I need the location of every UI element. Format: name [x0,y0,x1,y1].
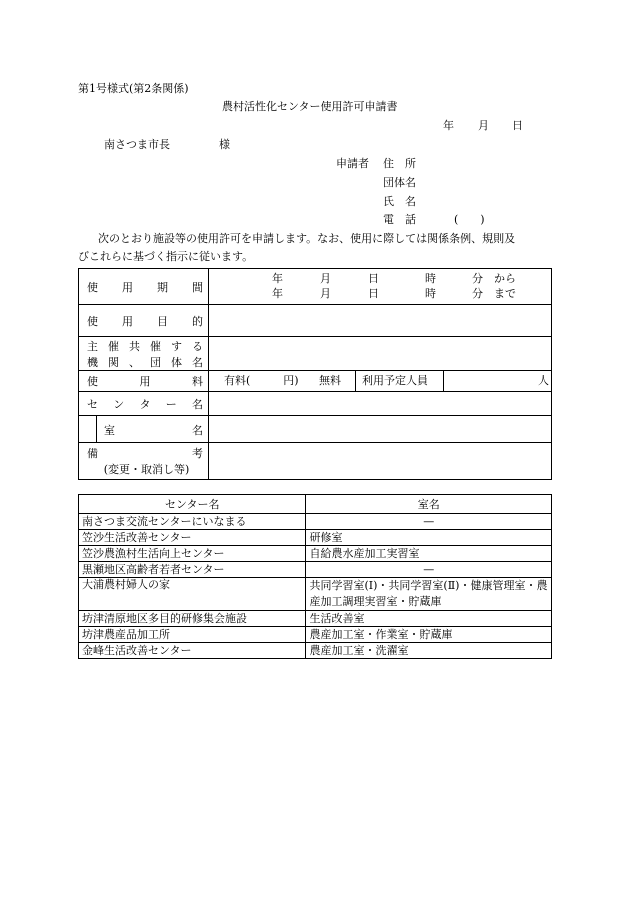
applicant-label: 申請者 [336,157,369,170]
page-title: 農村活性化センター使用許可申請書 [222,100,398,113]
period-field[interactable]: 年 月 日 時 分 から 年 月 日 時 分 まで [209,269,552,305]
facility-room: 共同学習室(Ⅰ)・共同学習室(Ⅱ)・健康管理室・農産加工調理実習室・貯蔵庫 [306,578,552,611]
facility-center: 笠沙農漁村生活向上センター [79,546,306,562]
facility-center: 金峰生活改善センター [79,643,306,659]
applicant-phone-paren: ( ) [454,213,485,226]
facility-center: 南さつま交流センターにいなまる [79,514,306,530]
center-name-label: セ ン タ ー 名 [79,392,209,416]
remarks-field[interactable] [209,443,552,480]
facility-header-center: センター名 [79,495,306,514]
facility-center: 黒瀬地区高齢者若者センター [79,562,306,578]
host-org-label: 主 催 共 催 す る 機 関 、 団 体 名 [79,337,209,371]
facility-room: 研修室 [306,530,552,546]
purpose-field[interactable] [209,305,552,337]
application-form-table [78,268,552,480]
applicant-phone-label: 電 話 [383,213,416,226]
facility-room: 農産加工室・洗濯室 [306,643,552,659]
form-number: 第1号様式(第2条関係) [78,82,189,95]
facility-room: — [306,562,552,578]
facility-table [78,494,552,659]
table-row [79,530,552,546]
users-unit: 人 [538,374,549,387]
fee-free: 無料 [319,374,341,387]
fee-label: 使 用 料 [79,371,209,392]
host-org-field[interactable] [209,337,552,371]
room-name-label: 室 名 [79,416,209,443]
facility-room: 自給農水産加工実習室 [306,546,552,562]
facility-center: 坊津清原地区多目的研修集会施設 [79,611,306,627]
room-name-field[interactable] [209,416,552,443]
date-day: 日 [512,119,523,132]
applicant-org-label: 団体名 [383,176,416,189]
applicant-address-label: 住 所 [383,157,416,170]
applicant-name-label: 氏 名 [383,195,416,208]
date-year: 年 [443,119,454,132]
table-row [79,562,552,578]
table-row [79,627,552,643]
table-row [79,514,552,530]
facility-room: 農産加工室・作業室・貯蔵庫 [306,627,552,643]
purpose-label: 使 用 目 的 [79,305,209,337]
facility-center: 大浦農村婦人の家 [79,578,306,611]
honorific: 様 [219,138,230,151]
addressee: 南さつま市長 [104,138,170,151]
users-label: 利用予定人員 [362,374,428,387]
table-row [79,578,552,611]
fee-field[interactable] [209,371,552,392]
facility-center: 笠沙生活改善センター [79,530,306,546]
table-row [79,611,552,627]
period-label: 使 用 期 間 [79,269,209,305]
facility-center: 坊津農産品加工所 [79,627,306,643]
table-row [79,546,552,562]
body-text-line2: びこれらに基づく指示に従います。 [78,250,254,263]
fee-paid: 有料( 円) [224,374,299,387]
table-row [79,643,552,659]
remarks-label: 備 考 (変更・取消し等) [79,443,209,480]
facility-room: 生活改善室 [306,611,552,627]
facility-header-room: 室名 [306,495,552,514]
date-month: 月 [478,119,489,132]
center-name-field[interactable] [209,392,552,416]
body-text-line1: 次のとおり施設等の使用許可を申請します。なお、使用に際しては関係条例、規則及 [98,232,516,245]
facility-room: — [306,514,552,530]
